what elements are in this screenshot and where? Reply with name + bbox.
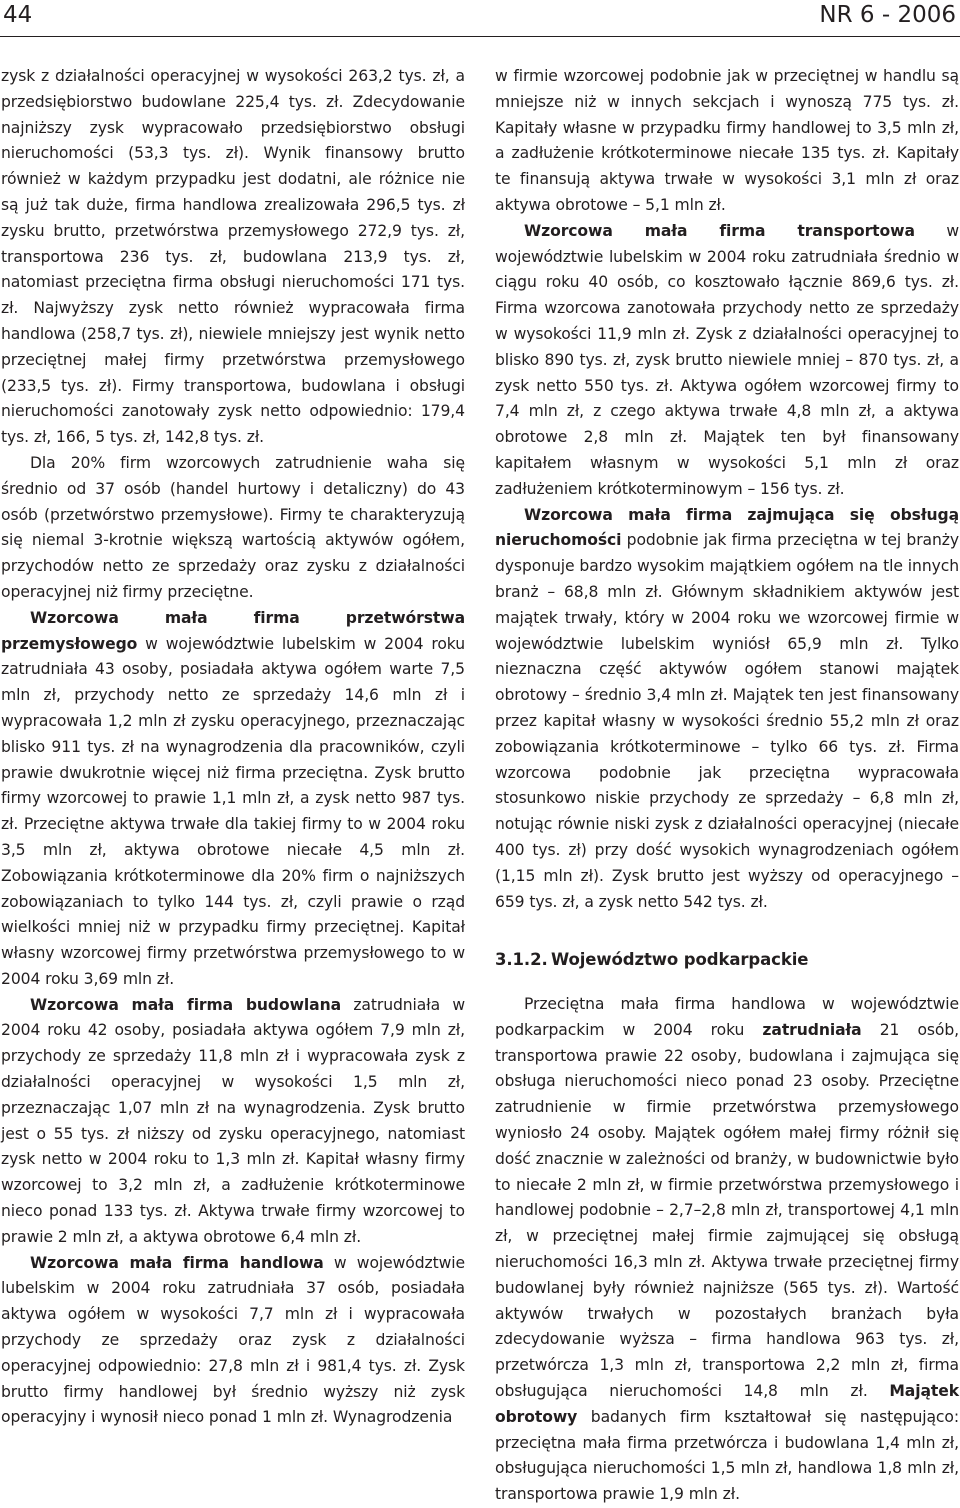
- section-title: Województwo podkarpackie: [551, 950, 809, 970]
- paragraph-body: 21 osób, transportowa prawie 22 osoby, budowlana i zajmująca się obsługa nieruchomości nieco ponad 23 osoby. Przeciętne zatrudnienie w firmie przetwórstwa przemysłowego wyniosło 24 osoby. Majątek ogółem małej firmy różnił się dość znacznie w zależności od branży, w budownictwie było to niecałe 2 mln zł, w firmie przetwórstwa przemysłowego i handlowej podobnie – 2,7–2,8 mln zł, transportowej 4,1 mln zł, w przeciętnej małej firmie zajmującej się obsługą nieruchomości 16,3 mln zł. Aktywa trwałe przeciętnej firmy budowlanej były również najniższe (565 tys. zł). Wartość aktywów trwałych w pozostałych branżach była zdecydowanie wyższa – firma handlowa 963 tys. zł, przetwórcza 1,3 mln zł, transportowa 2,2 mln zł, firma obsługująca nieruchomości 14,8 mln zł.: [495, 1020, 960, 1401]
- paragraph-body: zatrudniała w 2004 roku 42 osoby, posiadała aktywa ogółem 7,9 mln zł, przychody ze sprzedaży 11,8 mln zł i wypracowała zysk z działalności operacyjnej w wysokości 1,5 mln zł, przeznaczając 1,07 mln zł na wynagrodzenia. Zysk brutto jest o 55 tys. zł niższy od zysku operacyjnego, natomiast zysk netto w 2004 roku to 1,3 mln zł. Kapitał własny firmy wzorcowej to 3,2 mln zł, a zadłużenie krótkoterminowe nieco ponad 133 tys. zł. Aktywa trwałe firmy wzorcowej to prawie 2 mln zł, a aktywa obrotowe 6,4 mln zł.: [1, 995, 465, 1246]
- paragraph-body: w województwie lubelskim w 2004 roku zatrudniała 37 osób, posiadała aktywa ogółem w wysokości 7,7 mln zł i wypracowała przychody ze sprzedaży oraz zysk z działalności operacyjnej odpowiednio: 27,8 mln zł i 981,4 tys. zł. Zysk brutto firmy handlowej był średnio wyższy niż zysk operacyjny i wynosił nieco ponad 1 mln zł. Wynagrodzenia: [1, 1253, 465, 1427]
- paragraph-body: w województwie lubelskim w 2004 roku zatrudniała średnio w ciągu roku 40 osób, co kosztowało łącznie 869,6 tys. zł. Firma wzorcowa zanotowała przychody netto ze sprzedaży w wysokości 11,9 mln zł. Zysk z działalności operacyjnej to blisko 890 tys. zł, zysk brutto niewiele mniej – 870 tys. zł, a zysk netto 550 tys. zł. Aktywa ogółem wzorcowej firmy to 7,4 mln zł, z czego aktywa trwałe 4,8 mln zł, a aktywa obrotowe 2,8 mln zł. Majątek ten był finansowany kapitałem własnym w wysokości 5,1 mln zł oraz zadłużeniem krótkoterminowym – 156 tys. zł.: [495, 221, 959, 498]
- paragraph: [495, 219, 959, 503]
- paragraph-lead: Wzorcowa mała firma budowlana: [30, 995, 342, 1014]
- paragraph-lead: Wzorcowa mała firma przetwórstwa przemysłowego: [1, 608, 465, 653]
- paragraph: zysk z działalności operacyjnej w wysokości 263,2 tys. zł, a przedsiębiorstwo budowlane 225,4 tys. zł. Zdecydowanie najniższy zysk wypracowało przedsiębiorstwo obsługi nieruchomości (53,3 tys. zł). Wynik finansowy brutto również w każdym przypadku jest dodatni, ale różnice nie są już tak duże, firma handlowa zrealizowała 296,5 tys. zł zysku brutto, przetwórstwa przemysłowego 272,9 tys. zł, transportowa 236 tys. zł, budowlana 213,9 tys. zł, natomiast przeciętna firma obsługi nieruchomości 171 tys. zł. Najwyższy zysk netto również wypracowała firma handlowa (258,7 tys. zł), niewiele mniejszy jest wynik netto przeciętnej małej firmy przetwórstwa przemysłowego (233,5 tys. zł). Firmy transportowa, budowlana i obsługi nieruchomości zanotowały zysk netto odpowiednio: 179,4 tys. zł, 166, 5 tys. zł, 142,8 tys. zł.: [1, 67, 465, 447]
- paragraph: [1, 993, 465, 1251]
- paragraph-body: podobnie jak firma przeciętna w tej branży dysponuje bardzo wysokim majątkiem ogółem na tle innych branż – 68,8 mln zł. Głównym składnikiem aktywów jest majątek trwały, który w 2004 roku we wzorcowej firmie w województwie lubelskim wyniósł 65,9 mln zł. Tylko nieznaczna część aktywów ogółem stanowi majątek obrotowy – średnio 3,4 mln zł. Majątek ten jest finansowany przez kapitał własny w wysokości średnio 55,2 mln zł oraz zobowiązania krótkoterminowe – tylko 66 tys. zł. Firma wzorcowa podobnie jak przeciętna wypracowała stosunkowo niskie przychody ze sprzedaży – 6,8 mln zł, notując równie niski zysk z działalności operacyjnej (niecałe 400 tys. zł) przy dość wysokich wynagrodzeniach ogółem (1,15 mln zł). Zysk brutto jest wyższy od operacyjnego – 659 tys. zł, a zysk netto 542 tys. zł.: [495, 531, 959, 911]
- paragraph: [495, 992, 959, 1508]
- paragraph: [1, 1251, 465, 1432]
- right-column: [495, 64, 959, 1508]
- paragraph-body: Przeciętna mała firma handlowa w województwie podkarpackim w 2004 roku: [495, 995, 959, 1039]
- paragraph: w firmie wzorcowej podobnie jak w przeciętnej w handlu są mniejsze niż w innych sekcjach i wynoszą 775 tys. zł. Kapitały własne w przypadku firmy handlowej to 3,5 mln zł, a zadłużenie krótkoterminowe niecałe 135 tys. zł. Kapitały te finansują aktywa trwałe w wysokości 3,1 mln zł oraz aktywa obrotowe – 5,1 mln zł.: [495, 67, 959, 214]
- page-number: 44: [3, 2, 33, 28]
- paragraph-lead: Wzorcowa mała firma transportowa: [524, 221, 915, 240]
- paragraph-emphasis: zatrudniała: [762, 1020, 862, 1039]
- paragraph-body: w województwie lubelskim w 2004 roku zatrudniała 43 osoby, posiadała aktywa ogółem warte 7,5 mln zł, przychody netto ze sprzedaży 14,6 mln zł i wypracowała 1,2 mln zł zysku operacyjnego, przeznaczając blisko 911 tys. zł na wynagrodzenia dla pracowników, czyli prawie dwukrotnie więcej niż firma przeciętna. Zysk brutto firmy wzorcowej to prawie 1,1 mln zł, a zysk netto 987 tys. zł. Przeciętne aktywa trwałe dla takiej firmy to w 2004 roku 3,5 mln zł, aktywa obrotowe niecałe 4,5 mln zł. Zobowiązania krótkoterminowe dla 20% firm o najniższych zobowiązaniach to tylko 144 tys. zł, czyli prawie o rząd wielkości mniej niż w przypadku firmy przeciętnej. Kapitał własny wzorcowej firmy przetwórstwa przemysłowego to w 2004 roku 3,69 mln zł.: [1, 634, 465, 988]
- paragraph-lead: Wzorcowa mała firma zajmująca się obsługą nieruchomości: [495, 505, 959, 550]
- section-heading: [495, 947, 959, 973]
- paragraph-lead: Wzorcowa mała firma handlowa: [30, 1253, 324, 1272]
- page-header: [0, 0, 960, 36]
- paragraph: [495, 503, 959, 916]
- paragraph: Dla 20% firm wzorcowych zatrudnienie waha się średnio od 37 osób (handel hurtowy i detaliczny) do 43 osób (przetwórstwo przemysłowe). Firmy te charakteryzują się niemal 3-krotnie większą wartością aktywów ogółem, przychodów netto ze sprzedaży oraz zysku z działalności operacyjnej niż firmy przeciętne.: [1, 453, 465, 601]
- left-column: [1, 64, 465, 1431]
- header-rule: [0, 36, 960, 37]
- paragraph-body: badanych firm kształtował się następująco: przeciętna mała firma przetwórcza i budowlana 1,4 mln zł, obsługująca nieruchomości 1,5 mln zł, handlowa 1,8 mln zł, transportowa prawie 1,9 mln zł.: [495, 1407, 959, 1504]
- paragraph-emphasis: Majątek obrotowy: [495, 1382, 959, 1426]
- section-number: 3.1.2.: [495, 950, 548, 970]
- paragraph: [1, 606, 465, 993]
- issue-label: NR 6 - 2006: [819, 2, 956, 28]
